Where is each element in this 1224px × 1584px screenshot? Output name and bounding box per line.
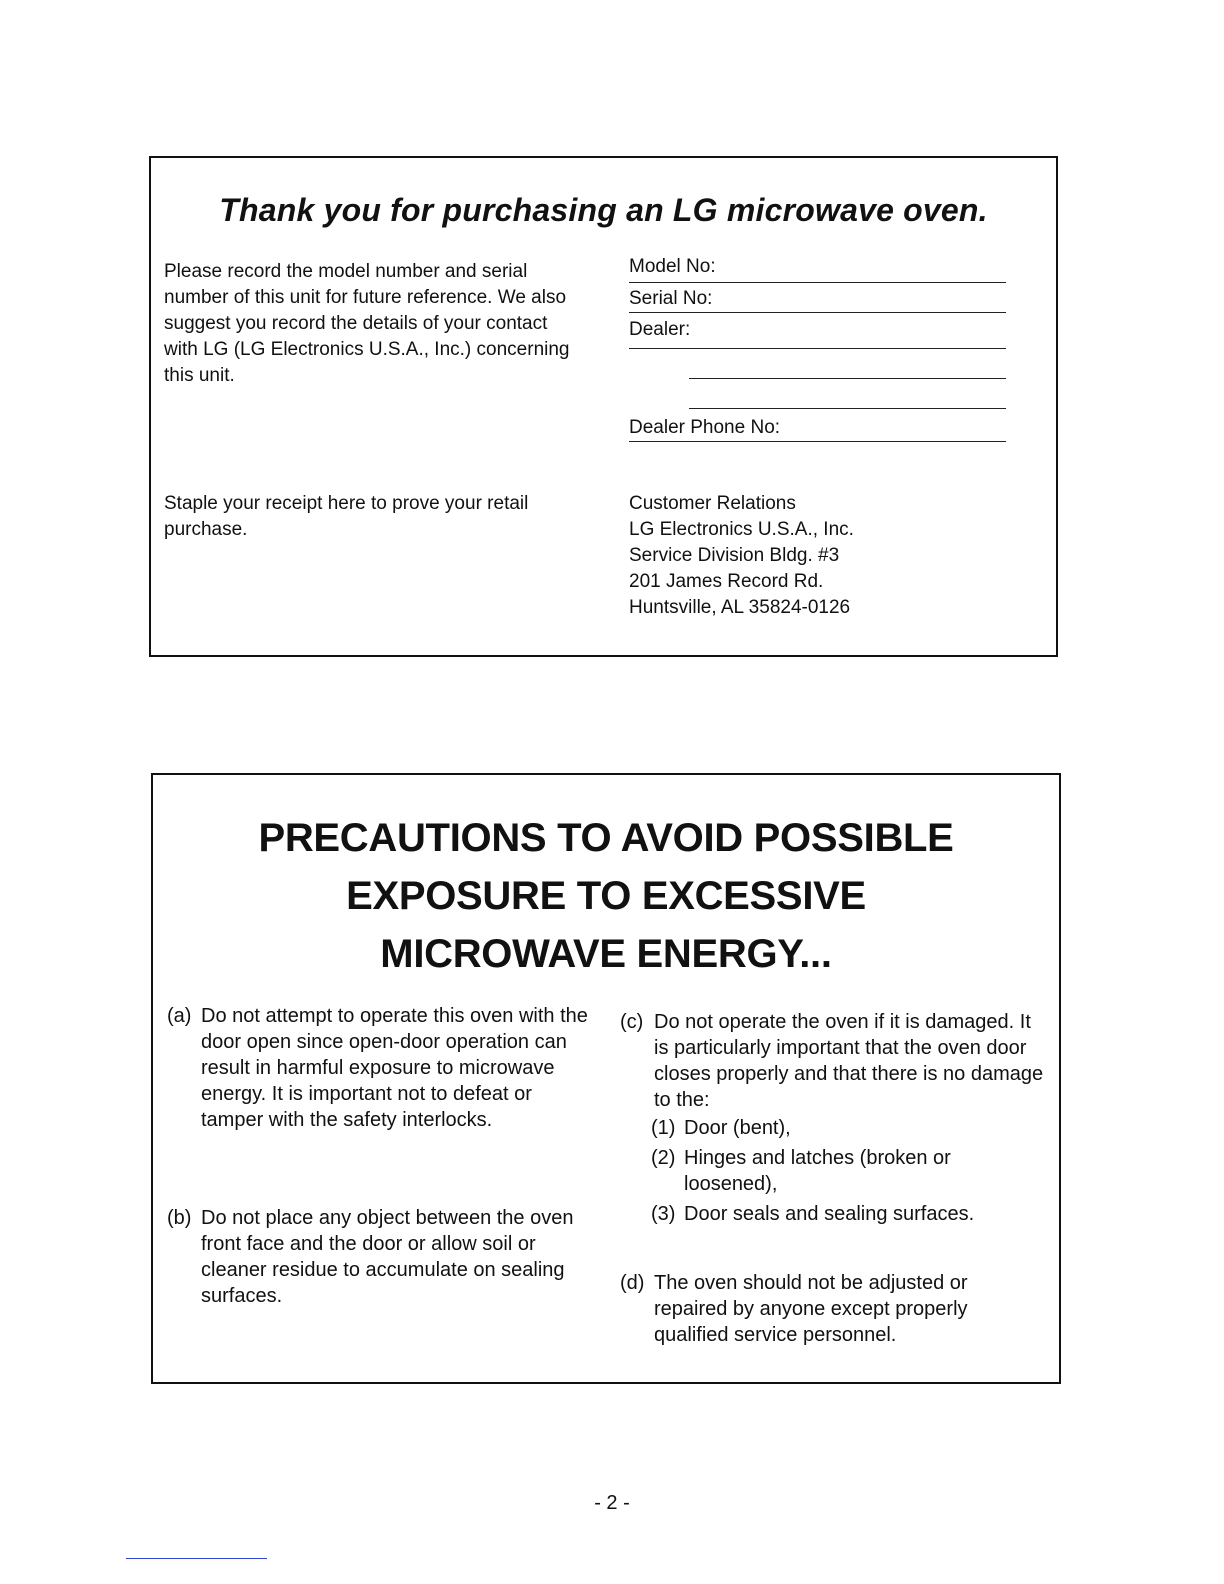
precaution-label: (c) [620, 1011, 644, 1033]
dealer-phone-label: Dealer Phone No: [629, 417, 781, 438]
precaution-label: (b) [167, 1207, 192, 1229]
page-number: - 2 - [594, 1492, 630, 1514]
damage-item [651, 1145, 1045, 1197]
damage-item [651, 1115, 1045, 1141]
footer-rule [126, 1558, 267, 1559]
precautions-title-line: EXPOSURE TO EXCESSIVE [346, 874, 866, 918]
precaution-text: Do not place any object between the oven front face and the door or allow soil or cleaner residue to accumulate on sealing surfaces. [201, 1207, 574, 1307]
damage-item-text: Door seals and sealing surfaces. [684, 1203, 975, 1225]
damage-item-label: (1) [651, 1117, 676, 1139]
damage-item-label: (2) [651, 1147, 676, 1169]
damage-item-text: Hinges and latches (broken or loosened), [684, 1147, 951, 1195]
precaution-label: (d) [620, 1272, 645, 1294]
dealer-line-1 [629, 348, 1006, 349]
precautions-title-line: MICROWAVE ENERGY... [380, 932, 832, 976]
serial-no-label: Serial No: [629, 288, 713, 309]
precautions-box [151, 773, 1061, 1384]
thank-you-title: Thank you for purchasing an LG microwave oven. [219, 192, 988, 228]
staple-receipt-text: Staple your receipt here to prove your retail purchase. [164, 493, 529, 540]
precaution-a [167, 1003, 593, 1133]
damage-item [651, 1201, 1045, 1227]
precautions-title [153, 809, 1059, 983]
dealer-phone-line [629, 441, 1006, 442]
address-line: 201 James Record Rd. [629, 571, 824, 592]
dealer-label: Dealer: [629, 319, 691, 340]
precaution-b [167, 1205, 593, 1309]
precaution-text: Do not attempt to operate this oven with the door open since open-door operation can result in harmful exposure to microwave energy. It is important not to defeat or tamper with the safety interlocks. [201, 1005, 588, 1131]
precaution-text: The oven should not be adjusted or repaired by anyone except properly qualified service personnel. [654, 1272, 968, 1346]
address-line: Customer Relations [629, 493, 796, 514]
thank-you-box [149, 156, 1058, 657]
dealer-line-2 [689, 378, 1006, 379]
dealer-line-3 [689, 408, 1006, 409]
customer-relations-address [629, 491, 1029, 621]
model-no-label: Model No: [629, 256, 716, 277]
address-line: LG Electronics U.S.A., Inc. [629, 519, 854, 540]
precaution-d [620, 1270, 1045, 1348]
damage-item-label: (3) [651, 1203, 676, 1225]
address-line: Huntsville, AL 35824-0126 [629, 597, 851, 618]
serial-no-line [629, 312, 1006, 313]
model-no-line [629, 282, 1006, 283]
precaution-c [620, 1009, 1045, 1227]
precaution-label: (a) [167, 1005, 192, 1027]
record-instructions: Please record the model number and serial number of this unit for future reference. We also suggest you record the details of your contact with LG (LG Electronics U.S.A., Inc.) concerning this unit. [164, 261, 570, 386]
address-line: Service Division Bldg. #3 [629, 545, 840, 566]
damage-item-text: Door (bent), [684, 1117, 791, 1139]
precaution-text: Do not operate the oven if it is damaged. It is particularly important that the oven door closes properly and that there is no damage to the: [654, 1011, 1044, 1111]
precautions-title-line: PRECAUTIONS TO AVOID POSSIBLE [258, 816, 954, 860]
